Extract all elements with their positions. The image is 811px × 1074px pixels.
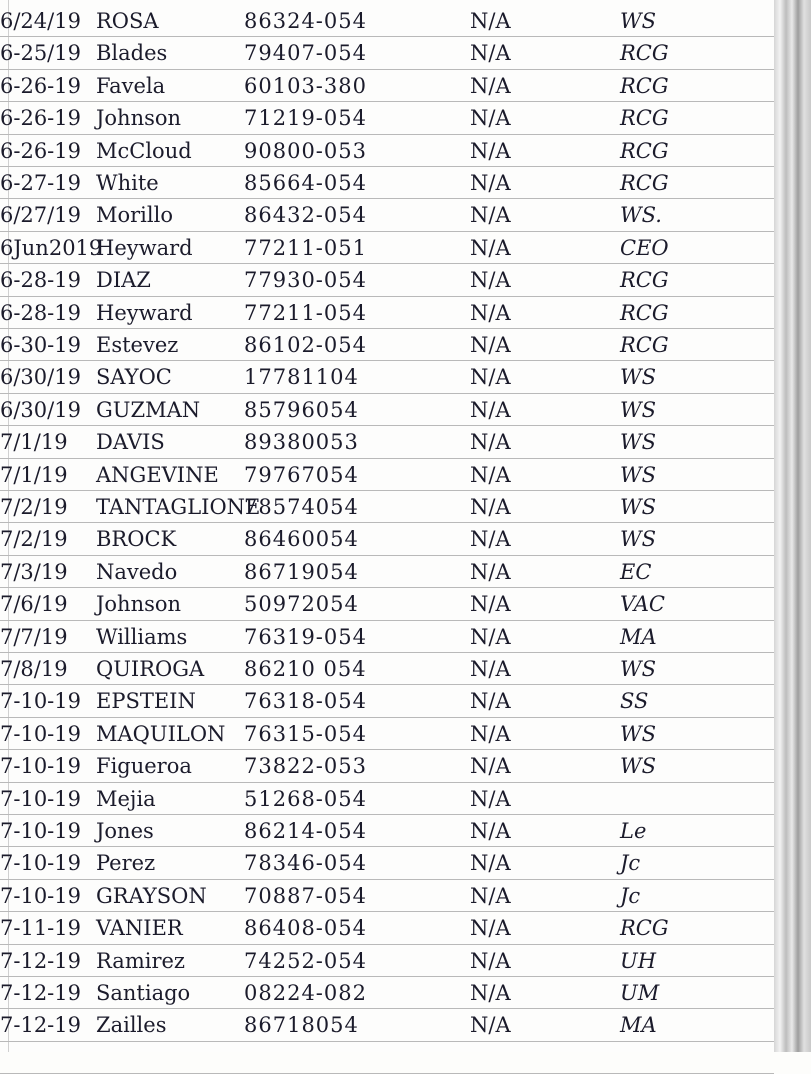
- entry-status: N/A: [470, 592, 511, 616]
- entry-initials: RCG: [620, 171, 669, 195]
- log-row: [0, 913, 774, 943]
- ruled-line: [0, 1041, 774, 1042]
- log-row: [0, 427, 774, 457]
- ruled-line: [0, 328, 774, 329]
- entry-date: 6/30/19: [0, 398, 81, 422]
- entry-number: 76318-054: [244, 689, 367, 713]
- entry-name: Heyward: [96, 301, 193, 325]
- ruled-line: [0, 620, 774, 621]
- entry-status: N/A: [470, 560, 511, 584]
- entry-status: N/A: [470, 884, 511, 908]
- entry-number: 51268-054: [244, 787, 367, 811]
- entry-initials: Jc: [620, 851, 641, 875]
- log-row: [0, 38, 774, 68]
- entry-initials: RCG: [620, 74, 669, 98]
- entry-date: 7/2/19: [0, 495, 68, 519]
- entry-number: 86460054: [244, 527, 359, 551]
- entry-status: N/A: [470, 495, 511, 519]
- entry-date: 6-26-19: [0, 139, 81, 163]
- entry-number: 79767054: [244, 463, 359, 487]
- entry-name: Navedo: [96, 560, 178, 584]
- entry-name: Perez: [96, 851, 156, 875]
- entry-status: N/A: [470, 333, 511, 357]
- entry-number: 79407-054: [244, 41, 367, 65]
- entry-number: 17781104: [244, 365, 359, 389]
- entry-status: N/A: [470, 398, 511, 422]
- log-row: [0, 524, 774, 554]
- entry-date: 7-10-19: [0, 787, 81, 811]
- entry-initials: WS: [620, 754, 656, 778]
- entry-name: White: [96, 171, 159, 195]
- entry-status: N/A: [470, 722, 511, 746]
- entry-name: VANIER: [96, 916, 183, 940]
- entry-name: Blades: [96, 41, 168, 65]
- ruled-line: [0, 782, 774, 783]
- entry-initials: MA: [620, 625, 657, 649]
- entry-initials: WS: [620, 527, 656, 551]
- entry-name: Figueroa: [96, 754, 192, 778]
- entry-date: 7-10-19: [0, 819, 81, 843]
- entry-name: Zailles: [96, 1013, 167, 1037]
- entry-date: 7/1/19: [0, 430, 68, 454]
- log-row: [0, 330, 774, 360]
- log-row: [0, 589, 774, 619]
- log-row: [0, 492, 774, 522]
- entry-status: N/A: [470, 41, 511, 65]
- ruled-line: [0, 879, 774, 880]
- entry-initials: EC: [620, 560, 652, 584]
- log-row: [0, 816, 774, 846]
- entry-number: 85664-054: [244, 171, 367, 195]
- ruled-line: [0, 393, 774, 394]
- entry-number: 73822-053: [244, 754, 367, 778]
- entry-number: 85796054: [244, 398, 359, 422]
- ruled-line: [0, 684, 774, 685]
- entry-name: TANTAGLIONE: [96, 495, 261, 519]
- entry-date: 7-10-19: [0, 851, 81, 875]
- entry-date: 6/30/19: [0, 365, 81, 389]
- ruled-line: [0, 231, 774, 232]
- entry-date: 7/1/19: [0, 463, 68, 487]
- entry-initials: UH: [620, 949, 657, 973]
- entry-status: N/A: [470, 9, 511, 33]
- entry-date: 6-25/19: [0, 41, 81, 65]
- entry-name: MAQUILON: [96, 722, 226, 746]
- ruled-line: [0, 846, 774, 847]
- entry-initials: RCG: [620, 916, 669, 940]
- entry-number: 86718054: [244, 1013, 359, 1037]
- ruled-line: [0, 263, 774, 264]
- entry-status: N/A: [470, 236, 511, 260]
- entry-status: N/A: [470, 625, 511, 649]
- entry-status: N/A: [470, 819, 511, 843]
- ruled-line: [0, 198, 774, 199]
- entry-date: 6/27/19: [0, 203, 81, 227]
- log-row: [0, 460, 774, 490]
- entry-status: N/A: [470, 689, 511, 713]
- ruled-line: [0, 296, 774, 297]
- entry-number: 50972054: [244, 592, 359, 616]
- ruled-line: [0, 458, 774, 459]
- ruled-line: [0, 587, 774, 588]
- entry-initials: WS: [620, 722, 656, 746]
- ruled-line: [0, 101, 774, 102]
- log-row: [0, 848, 774, 878]
- entry-status: N/A: [470, 1013, 511, 1037]
- entry-status: N/A: [470, 851, 511, 875]
- entry-date: 6-28-19: [0, 268, 81, 292]
- entry-date: 7-10-19: [0, 884, 81, 908]
- entry-name: Mejia: [96, 787, 156, 811]
- entry-date: 7-12-19: [0, 949, 81, 973]
- ruled-line: [0, 1008, 774, 1009]
- ruled-line: [0, 134, 774, 135]
- entry-status: N/A: [470, 463, 511, 487]
- entry-status: N/A: [470, 527, 511, 551]
- ruled-line: [0, 425, 774, 426]
- entry-date: 7/2/19: [0, 527, 68, 551]
- ruled-line: [0, 749, 774, 750]
- entry-date: 7/3/19: [0, 560, 68, 584]
- log-row: [0, 168, 774, 198]
- entry-initials: RCG: [620, 333, 669, 357]
- entry-initials: WS: [620, 398, 656, 422]
- entry-status: N/A: [470, 916, 511, 940]
- entry-date: 7-10-19: [0, 754, 81, 778]
- ruled-line: [0, 944, 774, 945]
- entry-initials: RCG: [620, 139, 669, 163]
- log-row: [0, 362, 774, 392]
- entry-name: Johnson: [96, 592, 182, 616]
- entry-date: 6-27-19: [0, 171, 81, 195]
- ruled-line: [0, 652, 774, 653]
- log-row: [0, 200, 774, 230]
- entry-date: 7-10-19: [0, 689, 81, 713]
- entry-initials: WS: [620, 365, 656, 389]
- entry-status: N/A: [470, 949, 511, 973]
- entry-date: 7/8/19: [0, 657, 68, 681]
- entry-number: 70887-054: [244, 884, 367, 908]
- entry-initials: WS: [620, 463, 656, 487]
- entry-name: SAYOC: [96, 365, 172, 389]
- log-row: [0, 395, 774, 425]
- entry-number: 60103-380: [244, 74, 367, 98]
- entry-name: ANGEVINE: [96, 463, 219, 487]
- entry-number: 86214-054: [244, 819, 367, 843]
- ruled-line: [0, 69, 774, 70]
- entry-number: 86210 054: [244, 657, 367, 681]
- log-row: [0, 881, 774, 911]
- entry-name: DIAZ: [96, 268, 151, 292]
- entry-status: N/A: [470, 268, 511, 292]
- entry-status: N/A: [470, 203, 511, 227]
- log-row: [0, 978, 774, 1008]
- entry-name: Johnson: [96, 106, 182, 130]
- entry-status: N/A: [470, 787, 511, 811]
- entry-number: 08224-082: [244, 981, 367, 1005]
- log-row: [0, 233, 774, 263]
- entry-date: 7-10-19: [0, 722, 81, 746]
- entry-initials: SS: [620, 689, 649, 713]
- ruled-line: [0, 555, 774, 556]
- entry-initials: RCG: [620, 268, 669, 292]
- entry-number: 76315-054: [244, 722, 367, 746]
- entry-date: 7-12-19: [0, 1013, 81, 1037]
- log-row: [0, 686, 774, 716]
- entry-name: Williams: [96, 625, 188, 649]
- entry-status: N/A: [470, 981, 511, 1005]
- entry-status: N/A: [470, 754, 511, 778]
- entry-number: 78346-054: [244, 851, 367, 875]
- entry-number: 78574054: [244, 495, 359, 519]
- ruled-line: [0, 522, 774, 523]
- entry-number: 90800-053: [244, 139, 367, 163]
- entry-status: N/A: [470, 171, 511, 195]
- entry-number: 89380053: [244, 430, 359, 454]
- log-row: [0, 622, 774, 652]
- entry-name: Ramirez: [96, 949, 185, 973]
- entry-number: 74252-054: [244, 949, 367, 973]
- entry-name: Favela: [96, 74, 166, 98]
- entry-name: BROCK: [96, 527, 177, 551]
- log-row: [0, 784, 774, 814]
- entry-number: 86432-054: [244, 203, 367, 227]
- log-row: [0, 654, 774, 684]
- notebook-binding: [774, 0, 811, 1052]
- entry-initials: VAC: [620, 592, 665, 616]
- entry-date: 6Jun2019: [0, 236, 103, 260]
- entry-number: 86102-054: [244, 333, 367, 357]
- entry-initials: UM: [620, 981, 660, 1005]
- entry-date: 6-30-19: [0, 333, 81, 357]
- entry-number: 86719054: [244, 560, 359, 584]
- entry-status: N/A: [470, 74, 511, 98]
- log-row: [0, 298, 774, 328]
- entry-name: QUIROGA: [96, 657, 205, 681]
- entry-name: Heyward: [96, 236, 193, 260]
- entry-status: N/A: [470, 657, 511, 681]
- entry-initials: WS: [620, 9, 656, 33]
- entry-initials: WS: [620, 430, 656, 454]
- log-row: [0, 1010, 774, 1040]
- entry-number: 86324-054: [244, 9, 367, 33]
- entry-date: 7/6/19: [0, 592, 68, 616]
- log-row: [0, 6, 774, 36]
- ruled-line: [0, 36, 774, 37]
- entry-name: ROSA: [96, 9, 159, 33]
- entry-date: 6-28-19: [0, 301, 81, 325]
- entry-initials: WS: [620, 657, 656, 681]
- entry-status: N/A: [470, 430, 511, 454]
- log-row: [0, 946, 774, 976]
- log-row: [0, 136, 774, 166]
- entry-initials: RCG: [620, 301, 669, 325]
- entry-initials: CEO: [620, 236, 669, 260]
- entry-name: McCloud: [96, 139, 192, 163]
- ruled-line: [0, 360, 774, 361]
- entry-name: GRAYSON: [96, 884, 207, 908]
- entry-initials: RCG: [620, 106, 669, 130]
- entry-date: 7-11-19: [0, 916, 81, 940]
- entry-name: Jones: [96, 819, 154, 843]
- log-row: [0, 265, 774, 295]
- entry-number: 77211-051: [244, 236, 367, 260]
- log-row: [0, 751, 774, 781]
- entry-date: 6/24/19: [0, 9, 81, 33]
- entry-initials: Jc: [620, 884, 641, 908]
- log-row: [0, 71, 774, 101]
- entry-status: N/A: [470, 365, 511, 389]
- log-row: [0, 557, 774, 587]
- entry-number: 77211-054: [244, 301, 367, 325]
- ruled-line: [0, 911, 774, 912]
- log-row: [0, 719, 774, 749]
- entry-number: 76319-054: [244, 625, 367, 649]
- entry-name: GUZMAN: [96, 398, 201, 422]
- entry-initials: MA: [620, 1013, 657, 1037]
- entry-number: 86408-054: [244, 916, 367, 940]
- entry-name: Estevez: [96, 333, 179, 357]
- entry-date: 6-26-19: [0, 106, 81, 130]
- entry-date: 7-12-19: [0, 981, 81, 1005]
- ruled-line: [0, 976, 774, 977]
- entry-status: N/A: [470, 139, 511, 163]
- entry-name: Morillo: [96, 203, 173, 227]
- entry-status: N/A: [470, 106, 511, 130]
- ruled-line: [0, 814, 774, 815]
- log-row: [0, 103, 774, 133]
- entry-initials: WS.: [620, 203, 662, 227]
- entry-name: Santiago: [96, 981, 191, 1005]
- entry-name: DAVIS: [96, 430, 165, 454]
- entry-initials: Le: [620, 819, 647, 843]
- entry-name: EPSTEIN: [96, 689, 196, 713]
- entry-status: N/A: [470, 301, 511, 325]
- ruled-line: [0, 717, 774, 718]
- entry-date: 7/7/19: [0, 625, 68, 649]
- entry-initials: WS: [620, 495, 656, 519]
- entry-initials: RCG: [620, 41, 669, 65]
- ruled-line: [0, 490, 774, 491]
- entry-date: 6-26-19: [0, 74, 81, 98]
- ruled-line: [0, 166, 774, 167]
- entry-number: 71219-054: [244, 106, 367, 130]
- entry-number: 77930-054: [244, 268, 367, 292]
